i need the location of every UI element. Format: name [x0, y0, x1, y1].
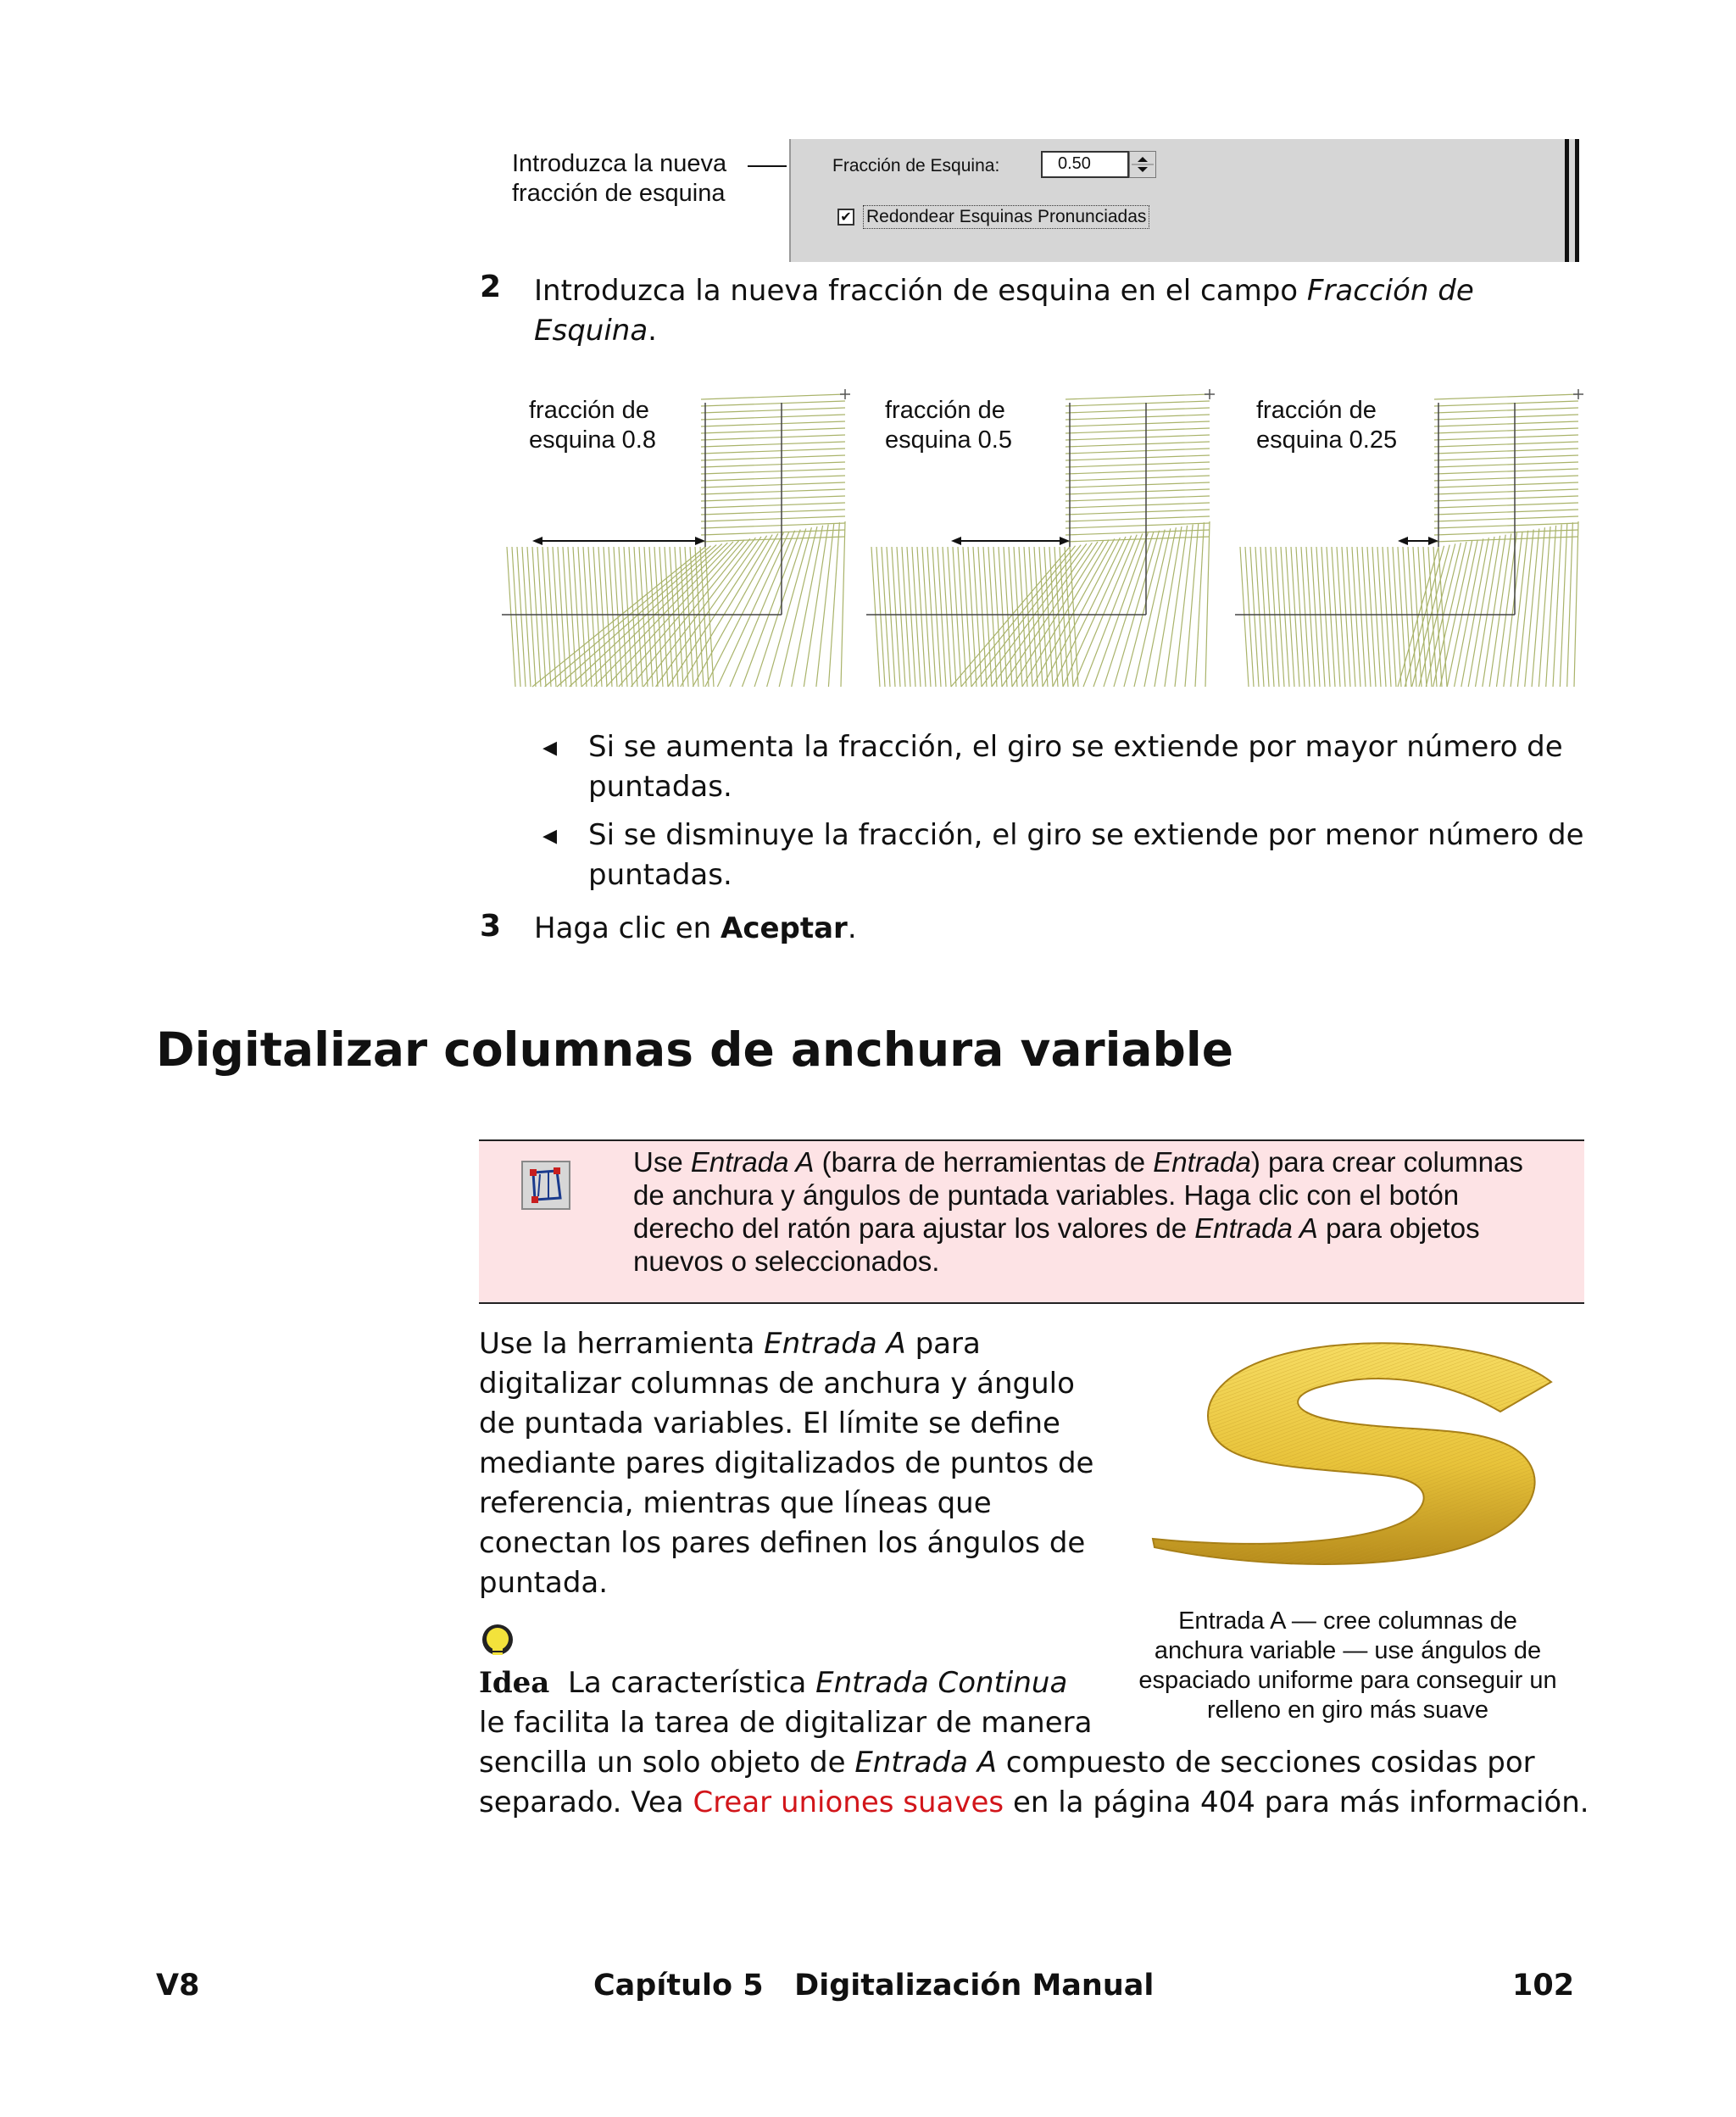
stitch-line — [1066, 435, 1210, 440]
stitch-line — [701, 421, 845, 426]
stitch-line — [649, 547, 658, 687]
stitch-line — [1418, 547, 1427, 687]
corner-fraction-value: 0.50 — [1058, 154, 1091, 173]
corner-fraction-label: Fracción de Esquina: — [832, 156, 1000, 175]
stitch-line — [1332, 547, 1340, 687]
stitch-line — [578, 547, 587, 687]
stitch-line — [701, 530, 845, 535]
stitch-line — [1311, 547, 1320, 687]
stitch-line — [1066, 510, 1210, 515]
stitch-line — [1347, 547, 1355, 687]
stitch-line — [1372, 547, 1381, 687]
stitch-line — [1434, 489, 1578, 494]
stitch-line — [1260, 547, 1269, 687]
stitch-line — [1276, 547, 1284, 687]
stitch-line — [922, 547, 931, 687]
stitch-line — [1434, 428, 1578, 433]
footer-version: V8 — [156, 1969, 200, 2003]
stitch-line — [1560, 523, 1566, 687]
stitch-line — [701, 394, 845, 399]
stitch-line — [701, 503, 845, 508]
stitch-line — [701, 489, 845, 494]
stitch-line — [1574, 521, 1578, 687]
stitch-line — [1066, 489, 1210, 494]
embroidered-s-image — [1144, 1340, 1568, 1594]
stitch-line — [1066, 462, 1210, 467]
stitch-line — [1434, 421, 1578, 426]
stitch-line — [665, 547, 673, 687]
description-paragraph: Use la herramienta Entrada A para digitalizar columnas de anchura y ángulo de puntada variables. El límite se define mediante pares digitalizados de puntos de referencia, mientras que líneas que conectan los pares definen los ángulos de puntada. — [479, 1327, 1094, 1600]
stitch-line — [1066, 448, 1210, 454]
stitch-line — [1388, 547, 1396, 687]
stitch-line — [1538, 526, 1550, 687]
stitch-line — [1434, 435, 1578, 440]
input-a-icon — [523, 1162, 569, 1208]
stitch-line — [1434, 523, 1578, 528]
stitch-line — [1357, 547, 1366, 687]
stitch-line — [1316, 547, 1325, 687]
stitch-line — [527, 547, 536, 687]
stitch-line — [717, 532, 789, 687]
stitch-line — [701, 482, 845, 487]
stitch-line — [1066, 408, 1210, 413]
callout-line-2: fracción de esquina — [512, 180, 726, 207]
stitch-line — [1367, 547, 1376, 687]
stitch-line — [1134, 528, 1171, 687]
stitch-line — [1066, 415, 1210, 420]
stitch-line — [701, 476, 845, 481]
stitch-line — [892, 547, 900, 687]
stitch-line — [1066, 496, 1210, 501]
stitch-line — [1434, 516, 1578, 521]
footer-page-number: 102 — [1512, 1969, 1575, 2003]
stitch-line — [1434, 408, 1578, 413]
stitch-line — [701, 415, 845, 420]
stitch-line — [907, 547, 915, 687]
round-corners-label: Redondear Esquinas Pronunciadas — [863, 205, 1149, 229]
stitch-line — [1066, 442, 1210, 447]
stitch-line — [882, 547, 890, 687]
lightbulb-icon — [480, 1623, 515, 1660]
stitch-line — [588, 547, 597, 687]
bullet-marker: ◂ — [542, 730, 558, 764]
image-caption: Entrada A — cree columnas de anchura variable — use ángulos de espaciado uniforme para conseguir un relleno en giro más suave — [1138, 1607, 1557, 1724]
stitch-line — [1286, 547, 1294, 687]
stitch-line — [871, 547, 880, 687]
stitch-line — [1281, 547, 1289, 687]
stitch-line — [537, 547, 546, 687]
stitch-line — [1434, 476, 1578, 481]
stitch-line — [1066, 401, 1210, 406]
stitch-line — [593, 547, 602, 687]
stitch-line — [1296, 547, 1305, 687]
stitch-line — [943, 547, 951, 687]
stitch-line — [1567, 522, 1573, 687]
corner-fraction-input[interactable] — [1041, 151, 1129, 178]
stitch-line — [609, 547, 617, 687]
stitch-line — [1245, 547, 1254, 687]
stitch-line — [1434, 442, 1578, 447]
stitch-line — [701, 510, 845, 515]
stitch-line — [1066, 455, 1210, 460]
stitch-line — [705, 547, 714, 687]
stitch-line — [1434, 455, 1578, 460]
bullet-marker: ◂ — [542, 818, 558, 852]
stitch-line — [973, 547, 982, 687]
stitch-line — [1083, 533, 1143, 687]
stitch-line — [1066, 476, 1210, 481]
stitch-line — [1383, 547, 1391, 687]
stitch-line — [1434, 530, 1578, 535]
stitch-line — [1434, 503, 1578, 508]
stitch-line — [522, 547, 531, 687]
stitch-line — [1066, 482, 1210, 487]
stitch-line — [701, 469, 845, 474]
section-title: Digitalizar columnas de anchura variable — [156, 1022, 1234, 1077]
stitch-line — [1240, 547, 1249, 687]
stitch-line — [614, 547, 622, 687]
stitch-line — [705, 532, 784, 687]
arrow-head — [1398, 537, 1408, 545]
stitch-line — [1034, 547, 1043, 687]
figure-label-0.5: fracción de esquina 0.5 — [885, 397, 1012, 454]
stitch-line — [1352, 547, 1360, 687]
stitch-line — [701, 442, 845, 447]
stepper-arrows-icon — [1130, 152, 1155, 177]
stitch-line — [1434, 482, 1578, 487]
stitch-line — [685, 547, 693, 687]
stitch-line — [948, 547, 956, 687]
stitch-line — [1019, 547, 1027, 687]
stitch-line — [1066, 394, 1210, 399]
stitch-line — [656, 537, 761, 687]
stitch-line — [701, 448, 845, 454]
stitch-line — [701, 462, 845, 467]
stitch-line — [887, 547, 895, 687]
stitch-line — [963, 547, 971, 687]
stitch-line — [583, 547, 592, 687]
stitch-line — [1434, 510, 1578, 515]
stitch-line — [1398, 547, 1406, 687]
stitch-line — [1250, 547, 1259, 687]
stitch-line — [553, 547, 561, 687]
stitch-line — [988, 547, 997, 687]
bullet-item: Si se aumenta la fracción, el giro se extiende por mayor número de puntadas. — [588, 730, 1563, 804]
stitch-line — [841, 521, 845, 687]
stitch-line — [1483, 535, 1505, 687]
stitch-line — [1393, 547, 1401, 687]
arrow-head — [695, 537, 705, 545]
stitch-line — [1468, 537, 1494, 687]
stitch-line — [1266, 547, 1274, 687]
stitch-line — [1066, 421, 1210, 426]
round-corners-checkbox[interactable]: ✔ — [837, 209, 854, 226]
stitch-line — [828, 522, 839, 687]
stitch-line — [1342, 547, 1350, 687]
stitch-line — [701, 537, 845, 542]
stitch-line — [1377, 547, 1386, 687]
stitch-line — [701, 523, 845, 528]
stitch-line — [1066, 516, 1210, 521]
arrow-head — [951, 537, 961, 545]
stitch-line — [1434, 401, 1578, 406]
stitch-line — [701, 516, 845, 521]
stitch-line — [1205, 521, 1210, 687]
stitch-line — [1461, 538, 1489, 687]
stitch-line — [1532, 527, 1544, 687]
stitch-line — [1489, 533, 1511, 687]
stitch-line — [517, 547, 526, 687]
stitch-line — [1408, 547, 1416, 687]
smooth-joins-link[interactable]: Crear uniones suaves — [693, 1786, 1004, 1819]
bullet-item: Si se disminuye la fracción, el giro se extiende por menor número de puntadas. — [588, 818, 1584, 892]
stitch-line — [1271, 547, 1279, 687]
stitch-line — [999, 547, 1007, 687]
stitch-line — [958, 547, 966, 687]
stitch-line — [779, 526, 817, 687]
stitch-line — [1434, 448, 1578, 454]
stitch-line — [606, 541, 738, 687]
stitch-line — [1362, 547, 1371, 687]
step-2-text: Introduzca la nueva fracción de esquina en el campo Fracción de Esquina. — [534, 274, 1474, 348]
stitch-line — [1434, 537, 1578, 542]
figure-label-0.8: fracción de esquina 0.8 — [529, 397, 656, 454]
idea-label: Idea — [479, 1666, 550, 1700]
stitch-line — [1012, 541, 1104, 687]
stitch-line — [542, 547, 551, 687]
stitch-line — [993, 547, 1002, 687]
stitch-line — [1066, 428, 1210, 433]
stitch-line — [902, 547, 910, 687]
stitch-line — [1066, 530, 1210, 535]
arrow-head — [1060, 537, 1070, 545]
stitch-line — [1321, 547, 1330, 687]
stitch-line — [701, 435, 845, 440]
stitch-line — [1337, 547, 1345, 687]
stitch-line — [1306, 547, 1315, 687]
stitch-line — [548, 547, 556, 687]
stitch-line — [743, 530, 801, 687]
step-2-number: 2 — [480, 270, 502, 304]
arrow-head — [1428, 537, 1438, 545]
stitch-line — [953, 547, 961, 687]
accept-button-ref: Aceptar — [721, 911, 848, 945]
field-name-emphasis: Fracción de — [1306, 274, 1474, 308]
arrow-head — [532, 537, 542, 545]
stitch-line — [1255, 547, 1264, 687]
stitch-line — [1066, 503, 1210, 508]
corner-fraction-figure — [502, 386, 1587, 691]
stitch-line — [927, 547, 936, 687]
figure-label-0.25: fracción de esquina 0.25 — [1256, 397, 1398, 454]
stitch-figures — [502, 386, 1587, 691]
stitch-line — [1434, 394, 1578, 399]
stitch-line — [917, 547, 926, 687]
stitch-line — [1144, 527, 1176, 687]
stitch-line — [932, 547, 941, 687]
footer-chapter: Capítulo 5 Digitalización Manual — [593, 1969, 1155, 2003]
callout-line-1: Introduzca la nueva — [512, 150, 727, 177]
stitch-line — [701, 401, 845, 406]
stitch-line — [701, 496, 845, 501]
stitch-line — [532, 547, 541, 687]
stitch-line — [1434, 469, 1578, 474]
stitch-line — [876, 547, 885, 687]
stitch-line — [1066, 523, 1210, 528]
stitch-line — [912, 547, 921, 687]
stitch-line — [507, 547, 515, 687]
stitch-line — [604, 547, 612, 687]
idea-paragraph: Idea La característica Entrada Continua le facilita la tarea de digitalizar de manera sencilla un solo objeto de Entrada A compuesto de secciones cosidas por separado. Vea Crear uniones suaves en la página 404 para más información. — [479, 1666, 1589, 1819]
stitch-line — [1434, 462, 1578, 467]
tool-note-text: Use Entrada A (barra de herramientas de Entrada) para crear columnas de anchura y ángulos de puntada variables. Haga clic con el botón derecho del ratón para ajustar los valores de Entrada A para objetos nuevos o seleccionados. — [633, 1146, 1523, 1277]
stitch-line — [938, 547, 946, 687]
stitch-line — [1066, 537, 1210, 542]
stitch-line — [1291, 547, 1299, 687]
stitch-line — [1066, 469, 1210, 474]
stitch-line — [1043, 538, 1120, 687]
stitch-line — [701, 408, 845, 413]
stitch-line — [1434, 415, 1578, 420]
stitch-line — [1525, 528, 1539, 687]
stitch-line — [1447, 540, 1477, 687]
step-3-text: Haga clic en Aceptar. — [534, 911, 857, 945]
stitch-line — [978, 547, 987, 687]
corner-fraction-dialog — [787, 139, 1579, 262]
stitch-line — [1327, 547, 1335, 687]
stitch-line — [512, 547, 520, 687]
corner-fraction-stepper[interactable] — [1129, 151, 1156, 178]
stitch-line — [1434, 496, 1578, 501]
stitch-line — [897, 547, 905, 687]
stitch-line — [701, 428, 845, 433]
stitch-line — [1301, 547, 1310, 687]
stitch-line — [701, 455, 845, 460]
step-3-number: 3 — [480, 909, 502, 944]
dialog-callout — [512, 149, 726, 209]
entrada-a-tool-icon[interactable] — [521, 1161, 570, 1210]
